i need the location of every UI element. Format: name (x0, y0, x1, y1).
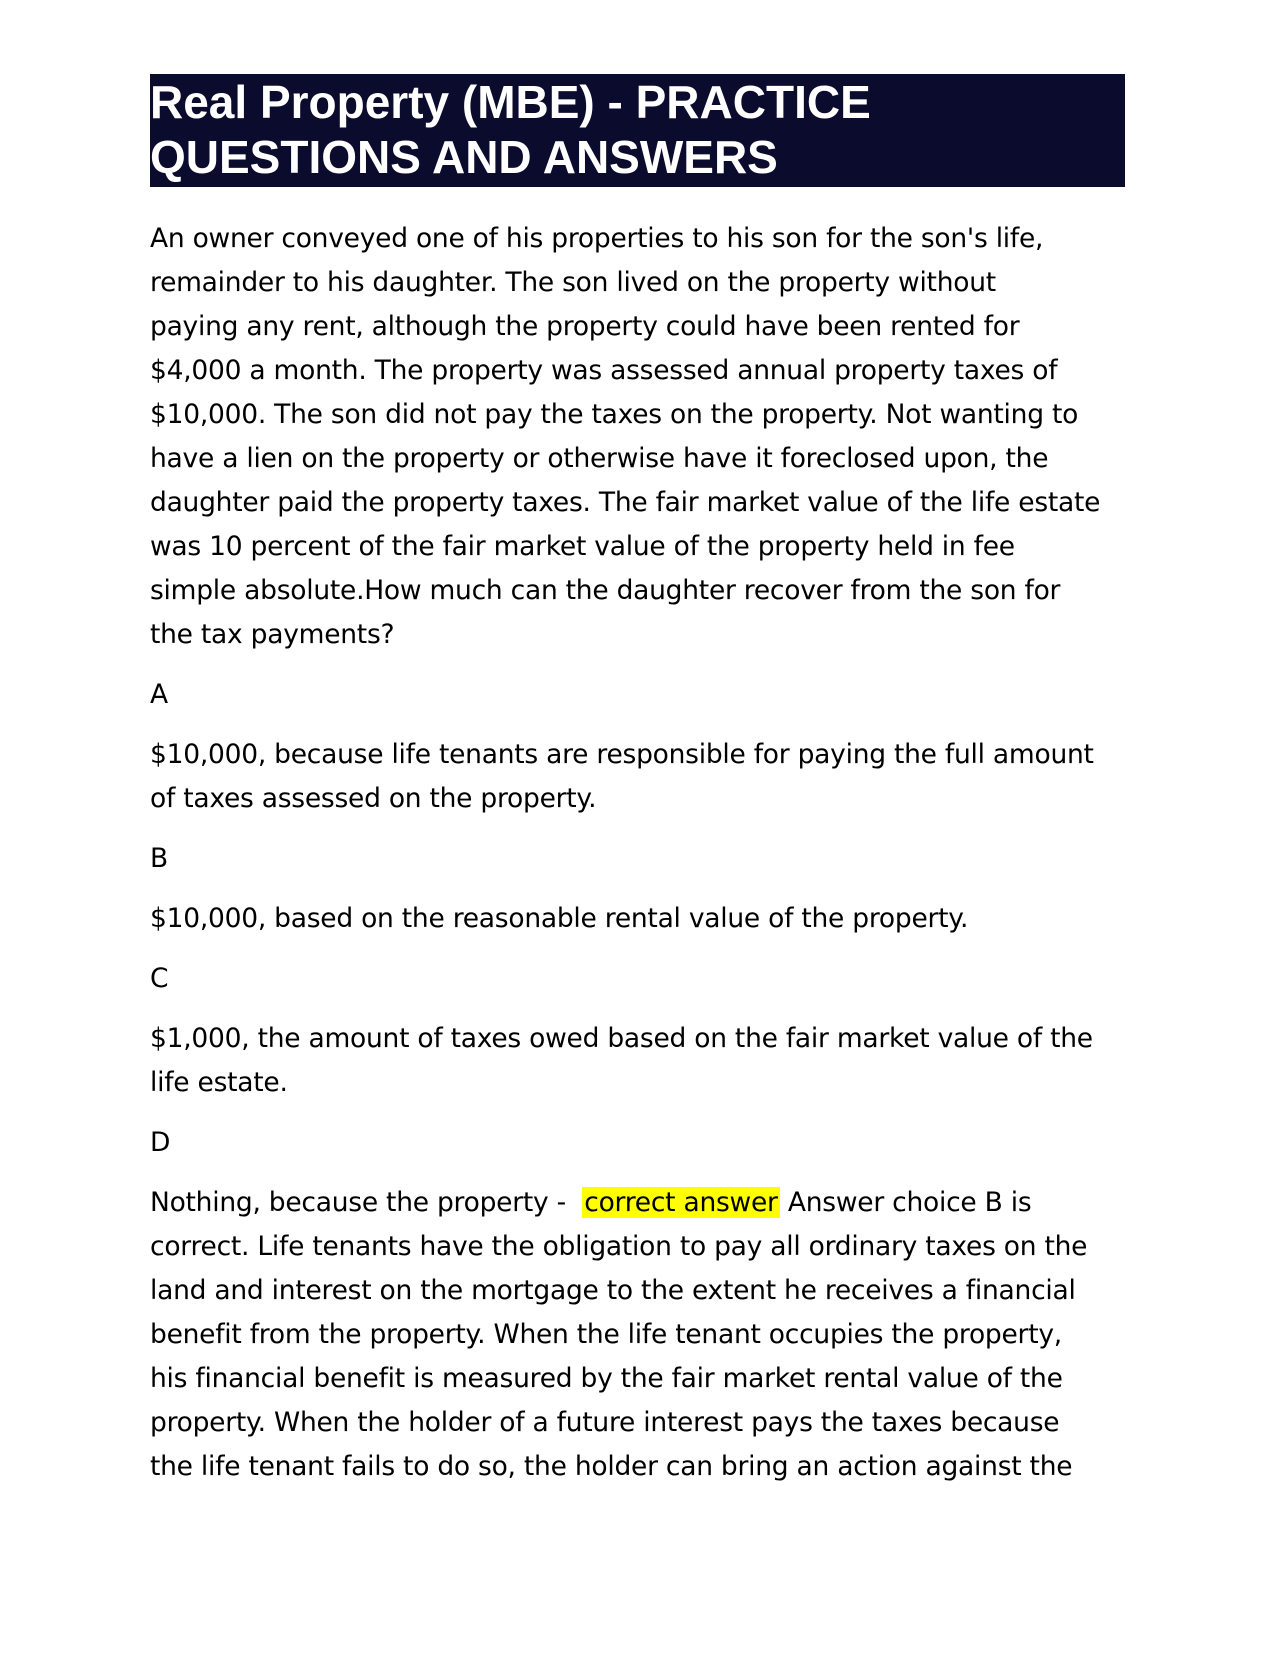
question-line: daughter paid the property taxes. The fair market value of the life estate (150, 487, 1101, 518)
question-line: paying any rent, although the property could have been rented for (150, 311, 1020, 342)
option-b-letter: B (150, 843, 168, 874)
option-line: life estate. (150, 1067, 288, 1098)
option-d-first-line (150, 1181, 1125, 1225)
question-line: have a lien on the property or otherwise have it foreclosed upon, the (150, 443, 1049, 474)
option-d-text-after: Answer choice B is (779, 1187, 1032, 1218)
option-d-text-before: Nothing, because the property - (150, 1187, 583, 1218)
option-line: $1,000, the amount of taxes owed based on the fair market value of the (150, 1023, 1093, 1054)
explanation-line: correct. Life tenants have the obligation to pay all ordinary taxes on the (150, 1231, 1088, 1262)
question-line: simple absolute.How much can the daughter recover from the son for (150, 575, 1061, 606)
option-c-text (150, 1017, 1125, 1105)
option-a-letter: A (150, 679, 168, 710)
question-line: remainder to his daughter. The son lived on the property without (150, 267, 996, 298)
option-c-letter: C (150, 963, 169, 994)
explanation-line: land and interest on the mortgage to the extent he receives a financial (150, 1275, 1076, 1306)
explanation-line: the life tenant fails to do so, the holder can bring an action against the (150, 1451, 1073, 1482)
page-title (150, 74, 1125, 187)
option-d-text (150, 1181, 1125, 1489)
option-line: $10,000, because life tenants are responsible for paying the full amount (150, 739, 1094, 770)
correct-answer-highlight: correct answer (584, 1187, 778, 1218)
explanation-line: benefit from the property. When the life tenant occupies the property, (150, 1319, 1062, 1350)
option-line: of taxes assessed on the property. (150, 783, 597, 814)
option-d-letter: D (150, 1127, 171, 1158)
question-text (150, 217, 1125, 657)
question-line: was 10 percent of the fair market value of the property held in fee (150, 531, 1015, 562)
question-line: $4,000 a month. The property was assessed annual property taxes of (150, 355, 1058, 386)
explanation-line: his financial benefit is measured by the fair market rental value of the (150, 1363, 1063, 1394)
option-line: $10,000, based on the reasonable rental value of the property. (150, 903, 969, 934)
document-page (150, 74, 1125, 1489)
option-a-text (150, 733, 1125, 821)
option-b-text (150, 897, 1125, 941)
title-line-1: Real Property (MBE) - PRACTICE (150, 76, 871, 128)
title-line-2: QUESTIONS AND ANSWERS (150, 131, 778, 183)
question-line: the tax payments? (150, 619, 395, 650)
question-line: $10,000. The son did not pay the taxes on the property. Not wanting to (150, 399, 1079, 430)
explanation-line: property. When the holder of a future interest pays the taxes because (150, 1407, 1060, 1438)
question-line: An owner conveyed one of his properties to his son for the son's life, (150, 223, 1044, 254)
